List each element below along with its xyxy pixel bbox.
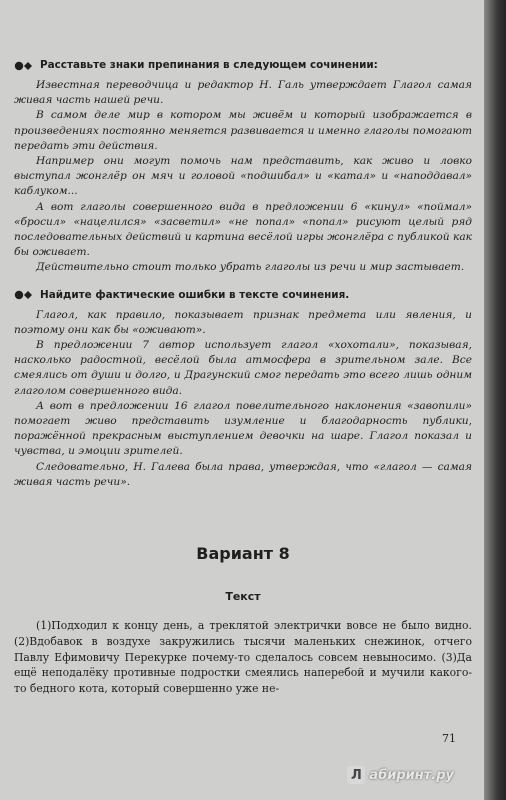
- labirint-logo-icon: Л: [347, 766, 365, 784]
- essay-paragraph: В самом деле мир в котором мы живём и который изображается в произведениях постоянно меняется развивается и именно глаголы помогают передать эти действия.: [14, 109, 472, 152]
- task-heading-punctuation: [14, 58, 472, 73]
- scan-edge: [484, 0, 506, 800]
- page-content: [14, 58, 472, 696]
- story-text: (1)Подходил к концу день, а треклятой электрички вовсе не было видно. (2)Вдобавок в воздухе закружились тысячи маленьких снежинок, отчего Павлу Ефимовичу Перекурке почему-то сделалось совсем невыносимо. (3)Да ещё неподалёку противные подростки смеялись наперебой и мучили какого-то бедного кота, который совершенно уже не-: [14, 619, 472, 695]
- task-marker-icon: [14, 290, 34, 300]
- essay-paragraph: Например они могут помочь нам представить, как живо и ловко выступал жонглёр он мяч и головой «подшибал» и «катал» и «наподдавал» каблуком...: [14, 155, 472, 198]
- essay-paragraph: Глагол, как правило, показывает признак предмета или явления, и поэтому они как бы «оживают».: [14, 308, 472, 336]
- labirint-watermark: [347, 766, 454, 784]
- task-heading-factual-errors: [14, 288, 472, 303]
- essay-paragraph: Действительно стоит только убрать глаголы из речи и мир застывает.: [36, 261, 465, 274]
- essay-paragraph: Известная переводчица и редактор Н. Галь утверждает Глагол самая живая часть нашей речи.: [14, 79, 472, 107]
- task-marker-icon: [14, 61, 34, 71]
- essay-paragraph: А вот глаголы совершенного вида в предложении 6 «кинул» «поймал» «бросил» «нацелился» «засветил» «не попал» «попал» рисуют целый ряд последовательных действий и картина весёлой игры жонглёра с публикой как бы оживает.: [14, 200, 472, 259]
- essay-paragraph: А вот в предложении 16 глагол повелительного наклонения «завопили» помогает живо представить изумление и благодарность публики, поражённой прекрасным выступлением девочки на шаре. Глагол показал и чувства, и эмоции зрителей.: [14, 399, 472, 458]
- essay-paragraph: В предложении 7 автор использует глагол «хохотали», показывая, насколько радостной, весёлой была атмосфера в зрительном зале. Все смеялись от души и долго, и Драгунский смог передать это всего лишь одним глаголом совершенного вида.: [14, 339, 472, 397]
- page-number: 71: [442, 732, 456, 745]
- text-heading: Текст: [225, 590, 261, 604]
- watermark-text: абиринт.ру: [369, 767, 454, 783]
- task-heading-text: Расставьте знаки препинания в следующем сочинении:: [40, 59, 378, 71]
- essay-paragraph: Следовательно, Н. Галева была права, утверждая, что «глагол — самая живая часть речи».: [14, 460, 472, 488]
- variant-title: Вариант 8: [196, 544, 290, 564]
- task-heading-text: Найдите фактические ошибки в тексте сочинения.: [40, 288, 350, 301]
